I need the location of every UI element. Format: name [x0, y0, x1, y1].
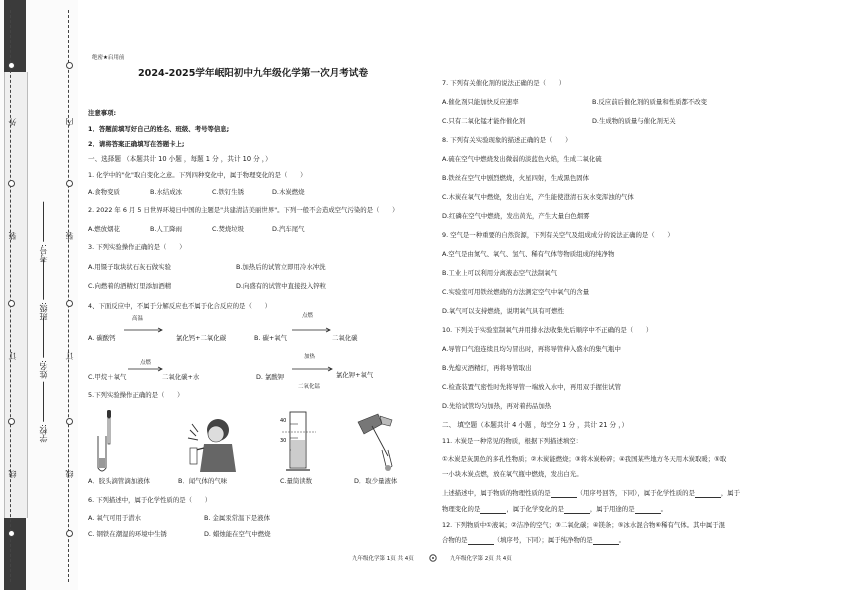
option[interactable]: C.检查装置气密性时先将导管一端放入水中，再用双手握住试管 — [442, 383, 622, 391]
reaction-arrow — [292, 366, 336, 372]
answer-blank[interactable] — [695, 491, 721, 498]
option[interactable]: A. 碳酸钙 — [88, 334, 116, 342]
note-item: 2．请将答案正确填写在答题卡上; — [88, 140, 185, 148]
hole-mark — [8, 418, 15, 425]
option[interactable]: D.生成物的质量与催化剂无关 — [592, 117, 676, 125]
answer-blank[interactable] — [468, 538, 494, 545]
option[interactable]: A.用镊子取块状石灰石做实验 — [88, 263, 171, 271]
reaction-arrow — [124, 327, 164, 333]
option[interactable]: D.红磷在空气中燃烧，发出黄光，产生大量白色烟雾 — [442, 212, 590, 220]
option[interactable]: A.导管口气泡连续且均匀冒出时，再将导管伸入盛水的集气瓶中 — [442, 345, 621, 353]
class-label: 班级: — [39, 302, 48, 321]
hole-mark — [66, 530, 73, 537]
q11-text: （用序号回答，下同），属于化学性质的是 — [576, 489, 695, 497]
option[interactable]: B.加热后的试管立即用冷水冲洗 — [236, 263, 326, 271]
answer-blank[interactable] — [593, 538, 619, 545]
answer-blank[interactable] — [635, 507, 661, 514]
option[interactable]: D.向盛有的试管中直接投入锌粒 — [236, 282, 327, 290]
question-stem: 1. 化学中的"化"取自变化之意。下列四种变化中，属于物理变化的是（ ） — [88, 171, 307, 179]
option[interactable]: D.氧气可以支持燃烧，说明氧气具有可燃性 — [442, 307, 564, 315]
notes-heading: 注意事项: — [88, 109, 117, 117]
option[interactable]: C.向燃着的酒精灯里添加酒精 — [88, 282, 172, 290]
q11-text: ，属于用途的是 — [589, 505, 635, 513]
binding-label-xian-outer: 线 — [8, 470, 17, 478]
option[interactable]: C.铁钉生锈 — [212, 188, 245, 196]
option[interactable]: A.硫在空气中燃烧发出微弱的淡蓝色火焰，生成二氧化硫 — [442, 155, 602, 163]
question-stem: 10. 下列关于实验室制氧气并用排水法收集先后顺序中不正确的是（ ） — [442, 326, 653, 334]
option[interactable]: A．胶头滴管滴加液体 — [88, 477, 150, 485]
q11-statement: 一小块木炭点燃，放在氧气瓶中燃烧，发出白光。 — [442, 470, 583, 478]
question-stem: 6. 下列描述中，属于化学性质的是（ ） — [88, 496, 212, 504]
note-item: 1．答题前填写好自己的姓名、班级、考号等信息; — [88, 125, 230, 133]
dropper-figure — [92, 410, 126, 474]
option[interactable]: C.甲烷＋氧气 — [88, 373, 127, 381]
cylinder-scale-label: 30 — [280, 438, 287, 444]
binding-label-zhuang-inner: 装 — [65, 232, 74, 240]
hole-mark — [66, 300, 73, 307]
hole-mark — [66, 62, 73, 69]
option[interactable]: D.木炭燃烧 — [272, 188, 305, 196]
option[interactable]: D. 氯酸钾 — [256, 373, 285, 381]
hole-mark — [66, 180, 73, 187]
option[interactable]: 氯化钾+氧气 — [336, 371, 374, 379]
option[interactable]: C.木炭在氧气中燃烧，发出白光，产生能使澄清石灰水变浑浊的气体 — [442, 193, 634, 201]
cut-line-inner — [68, 10, 69, 582]
reaction-condition: 二氧化锰 — [298, 384, 321, 390]
exam-no-field[interactable] — [38, 200, 49, 263]
question-stem: 5.下列实验操作正确的是（ ） — [88, 391, 184, 399]
question-stem: 12. 下列物质中①液氧；②洁净的空气；③二氧化碳；④镁条；⑤冰水混合物⑥稀有气体。其中属于混 — [442, 521, 726, 529]
reaction-condition: 高温 — [132, 316, 144, 322]
page-footer: 九年级化学第 2页 共 4页 — [450, 556, 512, 562]
option[interactable]: B. 碳+氧气 — [254, 334, 287, 342]
answer-blank[interactable] — [551, 491, 577, 498]
binding-label-zhuang-outer: 装 — [8, 232, 17, 240]
question-stem: 4、下面反应中，不属于分解反应也不属于化合反应的是（ ） — [88, 302, 272, 310]
name-field[interactable] — [38, 316, 49, 379]
question-stem: 8. 下列有关实验现象的描述正确的是（ ） — [442, 136, 572, 144]
reaction-arrow — [128, 366, 168, 372]
binding-margin — [0, 0, 78, 590]
page-footer: 九年级化学第 1页 共 4页 — [352, 556, 414, 562]
binding-strip-bottom — [4, 518, 26, 590]
option[interactable]: B. 金属汞常温下是液体 — [204, 514, 270, 522]
option[interactable]: B.反应前后催化剂的质量和性质都不改变 — [592, 98, 708, 106]
question-stem: 7. 下列有关催化剂的说法正确的是（ ） — [442, 79, 566, 87]
hole-mark — [8, 530, 15, 537]
option[interactable]: 二氧化碳+水 — [162, 373, 200, 381]
option[interactable]: A.燃放烟花 — [88, 225, 120, 233]
section-2-title: 二、 填空题（本题共计 4 小题 ，每空分 1 分 ，共计 21 分 ，） — [442, 421, 629, 429]
option[interactable]: B.铁丝在空气中剧烈燃烧，火星四射，生成黑色固体 — [442, 174, 590, 182]
name-label: 姓名: — [39, 360, 48, 379]
q11-text: 物理变化的是 — [442, 505, 481, 513]
option[interactable]: C. 钢铁在潮湿的环境中生锈 — [88, 530, 167, 538]
q12-text: 合物的是 — [442, 536, 468, 544]
cylinder-scale-label: 40 — [280, 418, 287, 424]
option[interactable]: 氯化钙+二氧化碳 — [176, 334, 227, 342]
question-stem: 2. 2022 年 6 月 5 日世界环境日中国的主题是"共建清洁美丽世界"。下列一般不会造成空气污染的是（ ） — [88, 206, 399, 214]
option[interactable]: D.汽车尾气 — [272, 225, 305, 233]
binding-label-wai: 外 — [8, 118, 17, 126]
q11-text: ，属于 — [720, 489, 741, 497]
q11-statement: ①木炭是灰黑色的多孔性物质；②木炭能燃烧；③将木炭粉碎；④我国某些地方冬天用木炭取暖；⑤取 — [442, 455, 727, 463]
smelling-figure — [178, 410, 248, 474]
hole-mark — [8, 62, 15, 69]
option[interactable]: A.空气是由氮气、氧气、氢气、稀有气体等物质组成的纯净物 — [442, 250, 615, 258]
hole-mark — [8, 180, 15, 187]
binding-label-ding-outer: 订 — [8, 352, 17, 360]
option[interactable]: B.工业上可以利用分离液态空气法制氧气 — [442, 269, 558, 277]
exam-title: 2024-2025学年岷阳初中九年级化学第一次月考试卷 — [138, 68, 369, 79]
q11-text: 上述描述中，属于物质的物理性质的是 — [442, 489, 551, 497]
option[interactable]: C.量筒读数 — [280, 477, 313, 485]
class-field[interactable] — [38, 258, 49, 321]
option[interactable]: B.人工降雨 — [150, 225, 182, 233]
page-divider-mark — [428, 553, 438, 563]
hole-mark — [66, 418, 73, 425]
reaction-condition: 点燃 — [302, 313, 314, 319]
reaction-condition: 点燃 — [140, 360, 152, 366]
secret-label: 绝密★启用前 — [92, 55, 125, 61]
binding-label-xian-inner: 线 — [65, 470, 74, 478]
exam-no-label: 考号: — [39, 244, 48, 263]
q11-text: 。 — [660, 505, 667, 513]
section-1-title: 一、选择题 （本题共计 10 小题 ，每题 1 分 ，共计 10 分 ，） — [88, 155, 272, 163]
binding-label-ding-inner: 订 — [65, 352, 74, 360]
option[interactable]: C.只有二氧化锰才能作催化剂 — [442, 117, 526, 125]
option[interactable]: C.焚烧垃圾 — [212, 225, 245, 233]
option[interactable]: D. 蜡烛能在空气中燃烧 — [204, 530, 271, 538]
reaction-arrow — [292, 327, 332, 333]
question-stem: 3. 下列实验操作正确的是（ ） — [88, 243, 186, 251]
option[interactable]: B.先熄灭酒精灯，再将导管取出 — [442, 364, 532, 372]
option[interactable]: A.食物变质 — [88, 188, 120, 196]
q12-text: （填序号，下同）；属于纯净物的是 — [493, 536, 593, 544]
option[interactable]: 二氧化碳 — [332, 334, 358, 342]
school-label: 学校: — [39, 424, 48, 443]
q12-text: 。 — [618, 536, 626, 544]
q11-blank-line — [442, 506, 667, 514]
option[interactable]: B.水结成冰 — [150, 188, 182, 196]
question-stem: 11. 木炭是一种常见的物质，根据下列描述填空： — [442, 437, 583, 445]
answer-blank[interactable] — [480, 507, 506, 514]
question-stem: 9. 空气是一种重要的自然资源，下列有关空气及组成成分的说法正确的是（ ） — [442, 231, 674, 239]
school-field[interactable] — [38, 380, 49, 443]
answer-blank[interactable] — [564, 507, 590, 514]
reaction-condition: 加热 — [304, 354, 316, 360]
option[interactable]: A. 氧气可用于潜水 — [88, 514, 142, 522]
option[interactable]: B．闻气体的气味 — [178, 477, 228, 485]
binding-strip-top — [4, 0, 26, 72]
binding-label-nei: 内 — [65, 118, 74, 126]
cylinder-figure — [280, 410, 320, 474]
pouring-figure — [352, 410, 402, 474]
option[interactable]: C.实验室可用铁丝燃烧的方法测定空气中氧气的含量 — [442, 288, 590, 296]
q11-blank-line — [442, 490, 740, 498]
option[interactable]: A.催化剂只能加快反应速率 — [442, 98, 519, 106]
q12-blank-line — [442, 537, 625, 545]
option[interactable]: D.先给试管均匀加热，再对着药品加热 — [442, 402, 552, 410]
cut-line-outer — [10, 10, 11, 582]
binding-strip — [4, 72, 28, 518]
q11-text: ，属于化学变化的是 — [506, 505, 564, 513]
option[interactable]: D．取少量液体 — [354, 477, 398, 485]
hole-mark — [8, 300, 15, 307]
